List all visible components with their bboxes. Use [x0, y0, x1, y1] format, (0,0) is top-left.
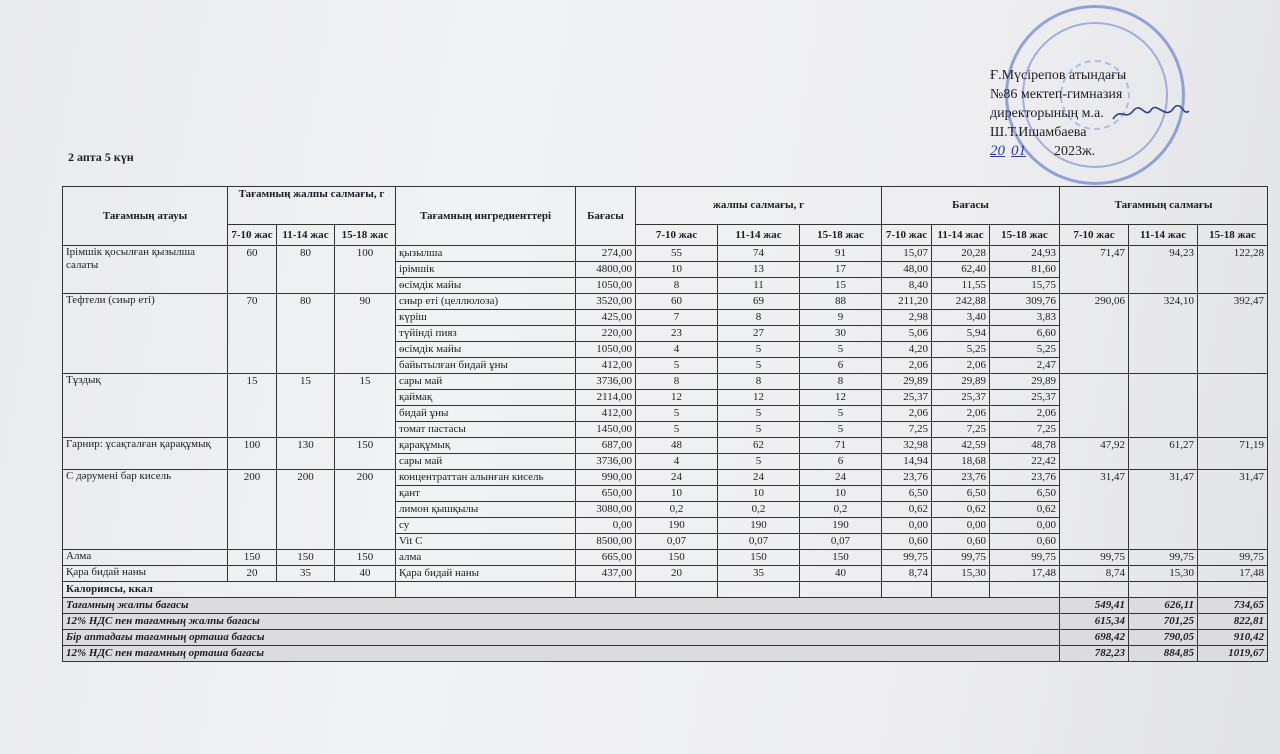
ingredient-grams: 27	[718, 326, 800, 342]
ingredient-cost: 0,60	[990, 534, 1060, 550]
dish-name: Алма	[63, 550, 228, 566]
summary-value: 884,85	[1129, 646, 1198, 662]
empty-cell	[718, 582, 800, 598]
header-age: 15-18 жас	[335, 225, 396, 246]
ingredient-cost: 18,68	[932, 454, 990, 470]
ingredient-grams: 10	[800, 486, 882, 502]
summary-row	[63, 630, 1268, 646]
dish-total-cell: 17,48	[1198, 566, 1268, 582]
ingredient-price: 990,00	[576, 470, 636, 486]
ingredient-name: Vit C	[396, 534, 576, 550]
ingredient-cost: 2,06	[932, 358, 990, 374]
ingredient-cost: 15,07	[882, 246, 932, 262]
header-ingredients: Тағамның ингредиенттері	[396, 187, 576, 246]
empty-cell	[932, 582, 990, 598]
ingredient-name: қызылша	[396, 246, 576, 262]
dish-weight-cell: 200	[228, 470, 277, 550]
summary-value: 626,11	[1129, 598, 1198, 614]
ingredient-cost: 0,60	[932, 534, 990, 550]
header-age: 7-10 жас	[1060, 225, 1129, 246]
ingredient-grams: 24	[636, 470, 718, 486]
ingredient-grams: 15	[800, 278, 882, 294]
ingredient-grams: 0,07	[636, 534, 718, 550]
ingredient-name: томат пастасы	[396, 422, 576, 438]
ingredient-cost: 24,93	[990, 246, 1060, 262]
summary-value: 615,34	[1060, 614, 1129, 630]
ingredient-price: 274,00	[576, 246, 636, 262]
date-day: 20	[990, 143, 1005, 159]
ingredient-cost: 62,40	[932, 262, 990, 278]
ingredient-price: 220,00	[576, 326, 636, 342]
ingredient-cost: 23,76	[932, 470, 990, 486]
ingredient-name: Қара бидай наны	[396, 566, 576, 582]
ingredient-cost: 23,76	[882, 470, 932, 486]
ingredient-cost: 48,00	[882, 262, 932, 278]
ingredient-cost: 2,06	[882, 406, 932, 422]
ingredient-cost: 15,30	[932, 566, 990, 582]
ingredient-grams: 71	[800, 438, 882, 454]
ingredient-grams: 150	[718, 550, 800, 566]
ingredient-cost: 0,00	[990, 518, 1060, 534]
ingredient-grams: 8	[636, 374, 718, 390]
ingredient-grams: 5	[636, 406, 718, 422]
header-price: Бағасы	[576, 187, 636, 246]
ingredient-price: 412,00	[576, 406, 636, 422]
ingredient-grams: 10	[718, 486, 800, 502]
ingredient-grams: 5	[800, 406, 882, 422]
ingredient-cost: 7,25	[990, 422, 1060, 438]
table-row	[63, 550, 1268, 566]
ingredient-cost: 29,89	[882, 374, 932, 390]
ingredient-cost: 2,47	[990, 358, 1060, 374]
ingredient-name: су	[396, 518, 576, 534]
ingredient-cost: 29,89	[990, 374, 1060, 390]
ingredient-cost: 23,76	[990, 470, 1060, 486]
ingredient-grams: 62	[718, 438, 800, 454]
approval-line-1: Ғ.Мүсірепов атындағы	[990, 68, 1127, 83]
ingredient-grams: 24	[800, 470, 882, 486]
ingredient-grams: 5	[718, 342, 800, 358]
ingredient-cost: 6,50	[932, 486, 990, 502]
header-age: 11-14 жас	[277, 225, 335, 246]
dish-weight-cell: 100	[228, 438, 277, 470]
empty-cell	[576, 582, 636, 598]
ingredient-price: 0,00	[576, 518, 636, 534]
dish-name: Қара бидай наны	[63, 566, 228, 582]
ingredient-cost: 99,75	[990, 550, 1060, 566]
ingredient-cost: 5,94	[932, 326, 990, 342]
date-year: 2023ж.	[1054, 144, 1096, 159]
ingredient-price: 1050,00	[576, 342, 636, 358]
ingredient-price: 4800,00	[576, 262, 636, 278]
ingredient-cost: 6,50	[882, 486, 932, 502]
dish-weight-cell: 200	[277, 470, 335, 550]
dish-total-cell: 31,47	[1060, 470, 1129, 550]
header-age: 11-14 жас	[718, 225, 800, 246]
ingredient-cost: 42,59	[932, 438, 990, 454]
summary-value: 790,05	[1129, 630, 1198, 646]
ingredient-grams: 5	[718, 422, 800, 438]
ingredient-grams: 0,07	[718, 534, 800, 550]
ingredient-grams: 190	[800, 518, 882, 534]
ingredient-name: байытылған бидай ұны	[396, 358, 576, 374]
ingredient-cost: 8,74	[882, 566, 932, 582]
dish-total-cell: 324,10	[1129, 294, 1198, 374]
summary-label: Тағамның жалпы бағасы	[63, 598, 1060, 614]
header-dish-weight: Тағамның салмағы	[1060, 187, 1268, 225]
ingredient-grams: 60	[636, 294, 718, 310]
ingredient-grams: 6	[800, 454, 882, 470]
ingredient-grams: 12	[800, 390, 882, 406]
ingredient-cost: 29,89	[932, 374, 990, 390]
ingredient-price: 665,00	[576, 550, 636, 566]
ingredient-name: алма	[396, 550, 576, 566]
ingredient-grams: 8	[718, 310, 800, 326]
summary-row	[63, 646, 1268, 662]
header-age: 7-10 жас	[882, 225, 932, 246]
ingredient-cost: 22,42	[990, 454, 1060, 470]
dish-weight-cell: 200	[335, 470, 396, 550]
ingredient-cost: 0,00	[882, 518, 932, 534]
empty-cell	[800, 582, 882, 598]
dish-total-cell: 290,06	[1060, 294, 1129, 374]
dish-total-cell: 99,75	[1129, 550, 1198, 566]
dish-weight-cell: 130	[277, 438, 335, 470]
ingredient-cost: 0,62	[990, 502, 1060, 518]
dish-total-cell: 31,47	[1198, 470, 1268, 550]
ingredient-name: сары май	[396, 374, 576, 390]
summary-label: 12% НДС пен тағамның орташа бағасы	[63, 646, 1060, 662]
dish-weight-cell: 35	[277, 566, 335, 582]
dish-total-cell	[1198, 374, 1268, 438]
ingredient-price: 650,00	[576, 486, 636, 502]
empty-cell	[1060, 582, 1129, 598]
dish-weight-cell: 150	[335, 438, 396, 470]
calories-label: Калориясы, ккал	[63, 582, 396, 598]
dish-weight-cell: 100	[335, 246, 396, 294]
ingredient-name: бидай ұны	[396, 406, 576, 422]
dish-total-cell: 15,30	[1129, 566, 1198, 582]
dish-total-cell: 8,74	[1060, 566, 1129, 582]
ingredient-cost: 0,00	[932, 518, 990, 534]
table-row	[63, 470, 1268, 486]
ingredient-name: қаймақ	[396, 390, 576, 406]
calories-row	[63, 582, 1268, 598]
summary-value: 782,23	[1060, 646, 1129, 662]
ingredient-cost: 7,25	[882, 422, 932, 438]
ingredient-name: қант	[396, 486, 576, 502]
approval-line-2: №86 мектеп-гимназия	[990, 87, 1123, 102]
ingredient-grams: 10	[636, 486, 718, 502]
table-row	[63, 374, 1268, 390]
header-age: 7-10 жас	[228, 225, 277, 246]
ingredient-price: 8500,00	[576, 534, 636, 550]
ingredient-grams: 40	[800, 566, 882, 582]
ingredient-cost: 7,25	[932, 422, 990, 438]
dish-name: Тефтели (сиыр еті)	[63, 294, 228, 374]
dish-weight-cell: 15	[228, 374, 277, 438]
ingredient-grams: 190	[718, 518, 800, 534]
ingredient-grams: 0,07	[800, 534, 882, 550]
ingredient-cost: 2,98	[882, 310, 932, 326]
ingredient-cost: 99,75	[932, 550, 990, 566]
empty-cell	[990, 582, 1060, 598]
ingredient-grams: 0,2	[718, 502, 800, 518]
empty-cell	[1129, 582, 1198, 598]
dish-weight-cell: 60	[228, 246, 277, 294]
ingredient-grams: 8	[718, 374, 800, 390]
dish-weight-cell: 150	[335, 550, 396, 566]
table-row	[63, 438, 1268, 454]
ingredient-cost: 0,62	[882, 502, 932, 518]
ingredient-cost: 25,37	[882, 390, 932, 406]
summary-label: Бір аптадағы тағамның орташа бағасы	[63, 630, 1060, 646]
ingredient-cost: 25,37	[932, 390, 990, 406]
ingredient-grams: 8	[800, 374, 882, 390]
ingredient-grams: 30	[800, 326, 882, 342]
dish-total-cell: 99,75	[1198, 550, 1268, 566]
ingredient-grams: 5	[636, 422, 718, 438]
approval-date	[990, 142, 1191, 161]
ingredient-grams: 11	[718, 278, 800, 294]
menu-table	[62, 186, 1268, 662]
ingredient-cost: 0,60	[882, 534, 932, 550]
dish-weight-cell: 70	[228, 294, 277, 374]
ingredient-cost: 2,06	[932, 406, 990, 422]
ingredient-grams: 5	[718, 454, 800, 470]
ingredient-grams: 150	[636, 550, 718, 566]
dish-total-cell	[1129, 374, 1198, 438]
ingredient-price: 2114,00	[576, 390, 636, 406]
ingredient-cost: 6,50	[990, 486, 1060, 502]
dish-weight-cell: 80	[277, 246, 335, 294]
ingredient-cost: 6,60	[990, 326, 1060, 342]
summary-value: 698,42	[1060, 630, 1129, 646]
ingredient-grams: 13	[718, 262, 800, 278]
ingredient-grams: 8	[636, 278, 718, 294]
ingredient-grams: 5	[800, 422, 882, 438]
ingredient-cost: 5,06	[882, 326, 932, 342]
summary-value: 734,65	[1198, 598, 1268, 614]
ingredient-cost: 3,83	[990, 310, 1060, 326]
header-total-weight: Тағамның жалпы салмағы, г	[228, 187, 396, 225]
ingredient-grams: 5	[718, 406, 800, 422]
ingredient-grams: 4	[636, 454, 718, 470]
header-age: 11-14 жас	[1129, 225, 1198, 246]
summary-label: 12% НДС пен тағамның жалпы бағасы	[63, 614, 1060, 630]
empty-cell	[636, 582, 718, 598]
ingredient-price: 1050,00	[576, 278, 636, 294]
ingredient-grams: 91	[800, 246, 882, 262]
ingredient-grams: 150	[800, 550, 882, 566]
ingredient-cost: 211,20	[882, 294, 932, 310]
ingredient-grams: 7	[636, 310, 718, 326]
ingredient-cost: 8,40	[882, 278, 932, 294]
ingredient-cost: 48,78	[990, 438, 1060, 454]
ingredient-grams: 4	[636, 342, 718, 358]
ingredient-grams: 24	[718, 470, 800, 486]
ingredient-grams: 35	[718, 566, 800, 582]
ingredient-grams: 88	[800, 294, 882, 310]
ingredient-cost: 4,20	[882, 342, 932, 358]
ingredient-cost: 0,62	[932, 502, 990, 518]
ingredient-cost: 17,48	[990, 566, 1060, 582]
ingredient-price: 3080,00	[576, 502, 636, 518]
ingredient-name: қарақұмық	[396, 438, 576, 454]
dish-total-cell: 94,23	[1129, 246, 1198, 294]
dish-name: Ірімшік қосылған қызылша салаты	[63, 246, 228, 294]
header-age: 15-18 жас	[1198, 225, 1268, 246]
dish-name: С дәрумені бар кисель	[63, 470, 228, 550]
ingredient-grams: 69	[718, 294, 800, 310]
summary-row	[63, 598, 1268, 614]
dish-total-cell: 47,92	[1060, 438, 1129, 470]
dish-weight-cell: 15	[335, 374, 396, 438]
dish-weight-cell: 40	[335, 566, 396, 582]
ingredient-cost: 14,94	[882, 454, 932, 470]
header-age: 15-18 жас	[990, 225, 1060, 246]
ingredient-price: 3736,00	[576, 374, 636, 390]
dish-name: Гарнир: ұсақталған қарақұмық	[63, 438, 228, 470]
summary-body	[63, 582, 1268, 662]
table-row	[63, 246, 1268, 262]
dish-weight-cell: 80	[277, 294, 335, 374]
summary-value: 1019,67	[1198, 646, 1268, 662]
ingredient-grams: 5	[636, 358, 718, 374]
ingredient-cost: 15,75	[990, 278, 1060, 294]
ingredient-cost: 99,75	[882, 550, 932, 566]
ingredient-cost: 25,37	[990, 390, 1060, 406]
ingredient-price: 425,00	[576, 310, 636, 326]
approval-line-4: Ш.Т.Ишамбаева	[990, 125, 1087, 140]
ingredient-grams: 17	[800, 262, 882, 278]
menu-body	[63, 246, 1268, 582]
ingredient-price: 687,00	[576, 438, 636, 454]
header-net-weight: жалпы салмағы, г	[636, 187, 882, 225]
header-dish-name: Тағамның атауы	[63, 187, 228, 246]
dish-weight-cell: 20	[228, 566, 277, 582]
ingredient-name: күріш	[396, 310, 576, 326]
date-month: 01	[1011, 143, 1026, 159]
ingredient-cost: 11,55	[932, 278, 990, 294]
ingredient-grams: 23	[636, 326, 718, 342]
dish-total-cell: 71,19	[1198, 438, 1268, 470]
dish-total-cell	[1060, 374, 1129, 438]
signature	[1111, 105, 1191, 123]
ingredient-grams: 190	[636, 518, 718, 534]
header-age: 11-14 жас	[932, 225, 990, 246]
dish-total-cell: 99,75	[1060, 550, 1129, 566]
ingredient-cost: 3,40	[932, 310, 990, 326]
ingredient-cost: 81,60	[990, 262, 1060, 278]
ingredient-price: 3520,00	[576, 294, 636, 310]
dish-weight-cell: 150	[277, 550, 335, 566]
ingredient-cost: 5,25	[990, 342, 1060, 358]
ingredient-cost: 242,88	[932, 294, 990, 310]
ingredient-name: өсімдік майы	[396, 342, 576, 358]
ingredient-grams: 5	[800, 342, 882, 358]
empty-cell	[1198, 582, 1268, 598]
summary-row	[63, 614, 1268, 630]
dish-weight-cell: 150	[228, 550, 277, 566]
summary-value: 549,41	[1060, 598, 1129, 614]
dish-total-cell: 61,27	[1129, 438, 1198, 470]
ingredient-cost: 2,06	[990, 406, 1060, 422]
summary-value: 910,42	[1198, 630, 1268, 646]
ingredient-grams: 12	[718, 390, 800, 406]
ingredient-name: сары май	[396, 454, 576, 470]
week-day-label: 2 апта 5 күн	[68, 150, 134, 164]
ingredient-name: түйінді пияз	[396, 326, 576, 342]
header-cost: Бағасы	[882, 187, 1060, 225]
summary-value: 701,25	[1129, 614, 1198, 630]
ingredient-grams: 74	[718, 246, 800, 262]
ingredient-grams: 48	[636, 438, 718, 454]
summary-value: 822,81	[1198, 614, 1268, 630]
ingredient-name: сиыр еті (целлюлоза)	[396, 294, 576, 310]
ingredient-name: концентраттан алынған кисель	[396, 470, 576, 486]
ingredient-cost: 5,25	[932, 342, 990, 358]
ingredient-cost: 32,98	[882, 438, 932, 454]
dish-weight-cell: 15	[277, 374, 335, 438]
ingredient-grams: 6	[800, 358, 882, 374]
ingredient-grams: 0,2	[800, 502, 882, 518]
table-row	[63, 566, 1268, 582]
ingredient-price: 3736,00	[576, 454, 636, 470]
ingredient-grams: 9	[800, 310, 882, 326]
header-age: 15-18 жас	[800, 225, 882, 246]
empty-cell	[396, 582, 576, 598]
dish-name: Тұздық	[63, 374, 228, 438]
header-age: 7-10 жас	[636, 225, 718, 246]
approval-line-3: директорының м.а.	[990, 104, 1191, 123]
ingredient-name: ірімшік	[396, 262, 576, 278]
approval-block	[990, 66, 1191, 161]
ingredient-price: 412,00	[576, 358, 636, 374]
empty-cell	[882, 582, 932, 598]
ingredient-grams: 5	[718, 358, 800, 374]
ingredient-name: өсімдік майы	[396, 278, 576, 294]
dish-total-cell: 122,28	[1198, 246, 1268, 294]
dish-total-cell: 392,47	[1198, 294, 1268, 374]
ingredient-grams: 0,2	[636, 502, 718, 518]
ingredient-cost: 20,28	[932, 246, 990, 262]
dish-total-cell: 31,47	[1129, 470, 1198, 550]
ingredient-name: лимон қышқылы	[396, 502, 576, 518]
ingredient-grams: 10	[636, 262, 718, 278]
table-row	[63, 294, 1268, 310]
ingredient-grams: 12	[636, 390, 718, 406]
dish-total-cell: 71,47	[1060, 246, 1129, 294]
ingredient-price: 1450,00	[576, 422, 636, 438]
ingredient-cost: 2,06	[882, 358, 932, 374]
ingredient-grams: 20	[636, 566, 718, 582]
ingredient-cost: 309,76	[990, 294, 1060, 310]
ingredient-price: 437,00	[576, 566, 636, 582]
ingredient-grams: 55	[636, 246, 718, 262]
dish-weight-cell: 90	[335, 294, 396, 374]
